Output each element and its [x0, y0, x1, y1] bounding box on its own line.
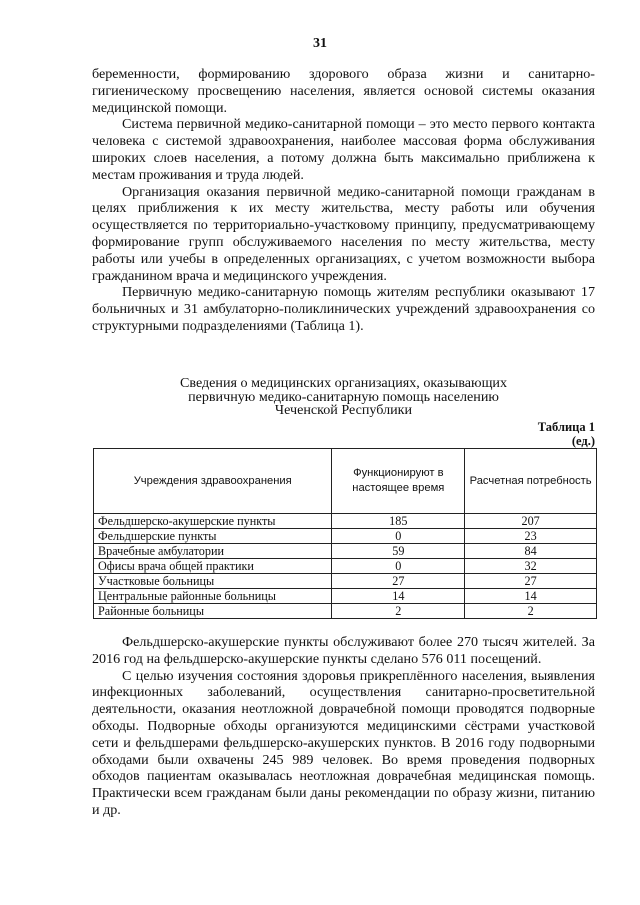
caption-line: Чеченской Республики: [274, 402, 413, 418]
required-count-cell: 32: [465, 559, 597, 574]
paragraph: С целью изучения состояния здоровья прикреплённого населения, выявления инфекционных заболеваний, осуществления санитарно-просветительной деятельности, оказания неотложной доврачебной помощи проводятся подворные обходы. Подворные обходы организуются медицинскими сёстрами участковой сети и фельдшерами фельдшерско-акушерских пунктов. В 2016 году подворными обходами были охвачены 245 989 человек. Во время проведения подворных обходов пациентам оказывалась неотложная доврачебная медицинская помощь. Практически всем гражданам были даны рекомендации по образу жизни, питанию и др.: [92, 667, 595, 818]
current-count-cell: 14: [332, 589, 465, 604]
table-number: Таблица 1: [537, 420, 595, 434]
page-number: 31: [313, 36, 327, 51]
table-row: [94, 574, 597, 589]
current-count-cell: 185: [332, 514, 465, 529]
institution-cell: Офисы врача общей практики: [94, 559, 332, 574]
required-count-cell: 14: [465, 589, 597, 604]
table-label: [538, 420, 595, 448]
paragraph: беременности, формированию здорового образа жизни и санитарно-гигиеническому просвещению населения, является основой системы оказания медицинской помощи.: [92, 66, 595, 116]
current-count-cell: 0: [332, 529, 465, 544]
table-caption: [92, 377, 595, 418]
required-count-cell: 23: [465, 529, 597, 544]
institution-cell: Фельдшерские пункты: [94, 529, 332, 544]
table-row: [94, 589, 597, 604]
column-header: Функционируют в настоящее время: [332, 449, 465, 514]
table-row: [94, 529, 597, 544]
institution-cell: Участковые больницы: [94, 574, 332, 589]
body-text-bottom: [92, 634, 595, 819]
body-text-top: [92, 66, 595, 335]
paragraph: Первичную медико-санитарную помощь жителям республики оказывают 17 больничных и 31 амбулаторно-поликлинических учреждений здравоохранения со структурными подразделениями (Таблица 1).: [92, 284, 595, 334]
institution-cell: Районные больницы: [94, 604, 332, 619]
column-header: Расчетная потребность: [465, 449, 597, 514]
table-unit: (ед.): [571, 434, 595, 448]
current-count-cell: 0: [332, 559, 465, 574]
paragraph: Система первичной медико-санитарной помощи – это место первого контакта человека с системой здравоохранения, наиболее массовая форма обслуживания широких слоев населения, а потому должна быть максимально приближена к местам проживания и труда людей.: [92, 116, 595, 183]
table-row: [94, 544, 597, 559]
institution-cell: Фельдшерско-акушерские пункты: [94, 514, 332, 529]
current-count-cell: 27: [332, 574, 465, 589]
table-row: [94, 604, 597, 619]
column-header: Учреждения здравоохранения: [94, 449, 332, 514]
paragraph: Организация оказания первичной медико-санитарной помощи гражданам в целях приближения к их месту жительства, месту работы или обучения осуществляется по территориально-участковому принципу, предусматривающему формирование групп обслуживаемого населения по месту жительства, месту работы или учебы в определенных организациях, с учетом возможности выбора гражданином врача и медицинского учреждения.: [92, 183, 595, 284]
required-count-cell: 84: [465, 544, 597, 559]
current-count-cell: 2: [332, 604, 465, 619]
institution-cell: Центральные районные больницы: [94, 589, 332, 604]
institutions-table: [93, 448, 597, 619]
caption-line: первичную медико-санитарную помощь населению: [188, 388, 499, 405]
caption-line: Сведения о медицинских организациях, оказывающих: [179, 375, 508, 391]
required-count-cell: 2: [465, 604, 597, 619]
current-count-cell: 59: [332, 544, 465, 559]
paragraph: Фельдшерско-акушерские пункты обслуживают более 270 тысяч жителей. За 2016 год на фельдшерско-акушерские пункты сделано 576 011 посещений.: [92, 634, 595, 667]
table-header-row: [94, 449, 597, 514]
required-count-cell: 207: [465, 514, 597, 529]
required-count-cell: 27: [465, 574, 597, 589]
table-row: [94, 514, 597, 529]
institution-cell: Врачебные амбулатории: [94, 544, 332, 559]
table-row: [94, 559, 597, 574]
